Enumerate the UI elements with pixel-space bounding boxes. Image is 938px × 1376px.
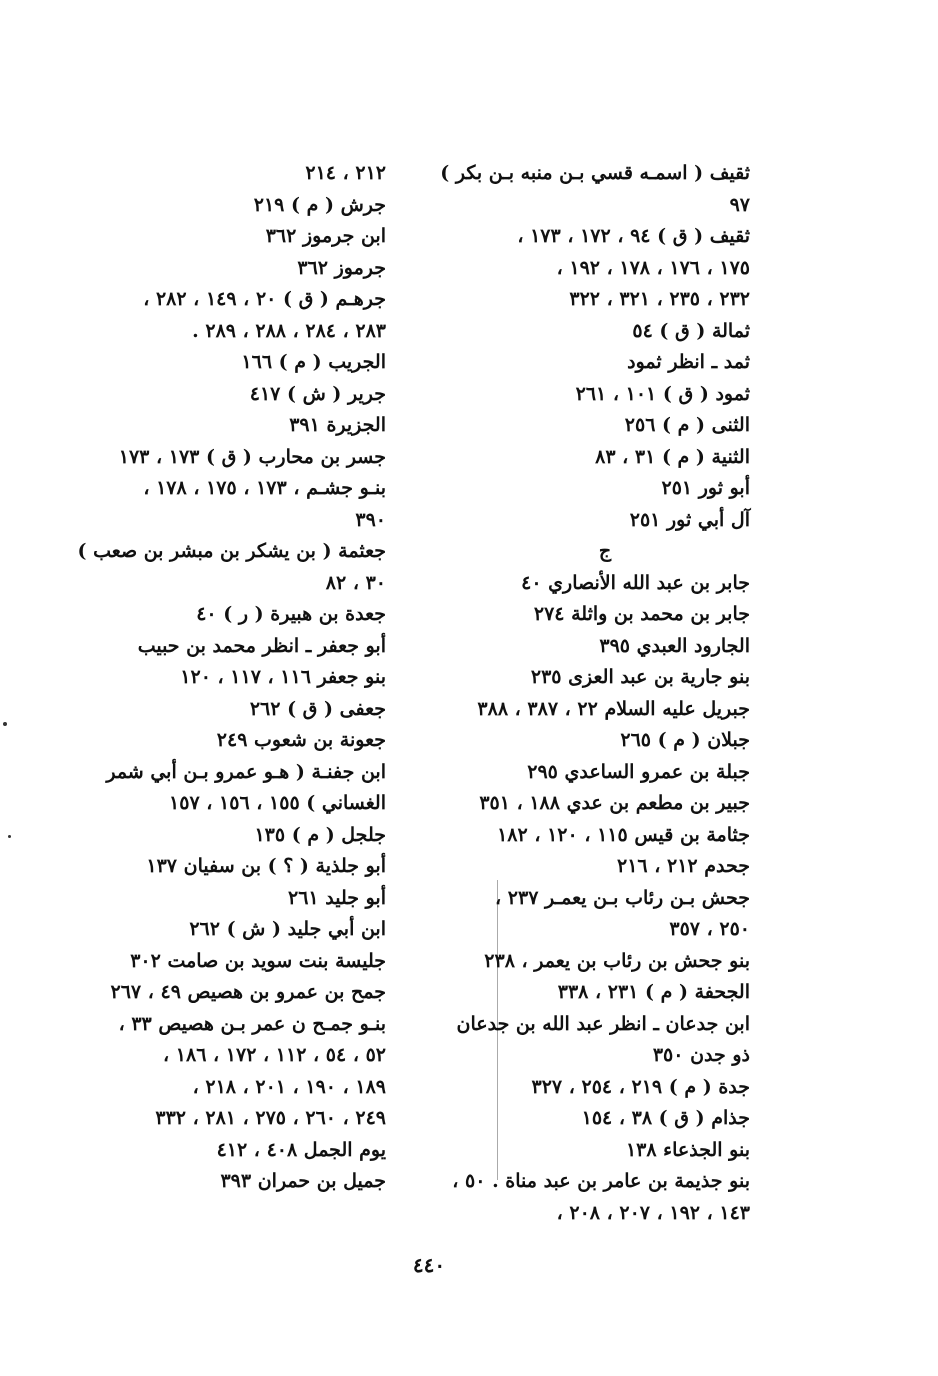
index-entry-line: يوم الجمل ٤٠٨ ، ٤١٢ <box>216 1138 386 1161</box>
index-entry-line: ثمالة ( ق ) ٥٤ <box>632 319 750 342</box>
index-entry-line: ٣٠ ، ٨٢ <box>325 571 386 594</box>
index-entry-line: جميل بن حمران ٣٩٣ <box>220 1170 386 1192</box>
index-entry-line: ثقيف ( ق ) ٩٤ ، ١٧٢ ، ١٧٣ ، <box>517 225 750 247</box>
index-entry-line: ثقيف ( اسمـه قسي بـن منبه بـن بكر ) <box>440 162 750 184</box>
index-entry-line: الجزيرة ٣٩١ <box>289 414 386 436</box>
index-entry-line: ٢١٢ ، ٢١٤ <box>305 162 386 184</box>
index-entry-line: ابن جرموز ٣٦٢ <box>265 225 386 247</box>
index-entry-line: ابن جفنـة ( هـو عمرو بـن أبي شمر <box>106 760 386 783</box>
index-entry-line: أبو جعفر ـ انظر محمد بن حبيب <box>137 634 386 657</box>
index-entry-line: أبو جلذية ( ؟ ) بن سفيان ١٣٧ <box>146 855 386 877</box>
index-entry-line: جحش بـن رئاب بـن يعمـر ٢٣٧ ، <box>495 886 750 909</box>
index-entry-line: جمح بن عمرو بن هصيص ٤٩ ، ٢٦٧ <box>110 981 386 1003</box>
index-entry-line: جرش ( م ) ٢١٩ <box>253 193 386 216</box>
index-entry-line: ٢٣٢ ، ٢٣٥ ، ٣٢١ ، ٣٢٢ <box>569 288 750 310</box>
index-entry-line: الثنى ( م ) ٢٥٦ <box>624 414 750 436</box>
scan-dot <box>8 835 11 838</box>
index-entry-line: الجارود العبدي ٣٩٥ <box>599 634 750 657</box>
index-entry-line: بنو جارية بن عبد العزى ٢٣٥ <box>530 666 750 688</box>
index-entry-line: جدة ( م ) ٢١٩ ، ٢٥٤ ، ٣٢٧ <box>531 1075 750 1098</box>
scan-dot <box>3 722 7 726</box>
index-entry-line: ثمود ( ق ) ١٠١ ، ٢٦١ <box>575 382 750 405</box>
index-entry-line: جلجل ( م ) ١٣٥ <box>254 823 386 846</box>
index-entry-line: جعفى ( ق ) ٢٦٢ <box>249 697 386 720</box>
index-entry-line: ٢٤٩ ، ٢٦٠ ، ٢٧٥ ، ٢٨١ ، ٣٣٢ <box>155 1107 386 1129</box>
index-column-right <box>440 158 750 1229</box>
index-entry-line: ٣٩٠ <box>355 508 386 531</box>
index-entry-line: الجحفة ( م ) ٢٣١ ، ٣٣٨ <box>557 981 750 1003</box>
index-entry-line: ٥٢ ، ٥٤ ، ١١٢ ، ١٧٢ ، ١٨٦ ، <box>163 1044 386 1066</box>
index-entry-line: جرير ( ش ) ٤١٧ <box>249 382 386 405</box>
index-entry-line: جبير بن مطعم بن عدي ١٨٨ ، ٣٥١ <box>479 792 750 814</box>
index-entry-line: الغساني ) ١٥٥ ، ١٥٦ ، ١٥٧ <box>169 792 386 814</box>
index-entry-line: جعدة بن هبيرة ( ر ) ٤٠ <box>196 603 386 625</box>
index-entry-line: الثنية ( م ) ٣١ ، ٨٣ <box>595 445 750 468</box>
index-entry-line: ٩٧ <box>729 193 750 216</box>
index-entry-line: بنو جحش بن رئاب بن يعمر ، ٢٣٨ <box>484 949 750 972</box>
section-letter-heading: ج <box>598 540 612 562</box>
index-entry-line: جعثمة ( بن يشكر بن مبشر بن صعب ) <box>77 540 386 562</box>
index-entry-line: بنو جذيمة بن عامر بن عبد مناة . ٥٠ ، <box>452 1170 750 1192</box>
index-entry-line: جبلة بن عمرو الساعدي ٢٩٥ <box>527 760 750 783</box>
index-entry-line: جحدم ٢١٢ ، ٢١٦ <box>617 855 750 877</box>
index-entry-line: جبلان ( م ) ٢٦٥ <box>620 729 750 751</box>
index-entry-line: ٢٨٣ ، ٢٨٤ ، ٢٨٨ ، ٢٨٩ . <box>192 319 386 342</box>
index-entry-line: بنو جعفر ١١٦ ، ١١٧ ، ١٢٠ <box>180 666 386 688</box>
index-entry-line: جرموز ٣٦٢ <box>297 256 386 279</box>
index-entry-line: أبو ثور ٢٥١ <box>661 477 750 499</box>
index-entry-line: جليسة بنت سويد بن صامت ٣٠٢ <box>130 949 386 972</box>
index-entry-line: جابر بن عبد الله الأنصاري ٤٠ <box>521 571 750 594</box>
index-entry-line: جرهـم ( ق ) ٢٠ ، ١٤٩ ، ٢٨٢ ، <box>143 288 386 310</box>
index-entry-line: جثامة بن قيس ١١٥ ، ١٢٠ ، ١٨٢ <box>497 823 750 846</box>
index-entry-line: ٢٥٠ ، ٣٥٧ <box>669 918 750 940</box>
index-entry-line: جذام ( ق ) ٣٨ ، ١٥٤ <box>581 1107 750 1129</box>
page-number: ٤٤٠ <box>412 1253 446 1277</box>
index-entry-line: الجريب ( م ) ١٦٦ <box>241 351 386 373</box>
index-entry-line: ١٨٩ ، ١٩٠ ، ٢٠١ ، ٢١٨ ، <box>192 1075 386 1098</box>
index-entry-line: بنو الجذعاء ١٣٨ <box>625 1138 750 1161</box>
index-entry-line: ابن جدعان ـ انظر عبد الله بن جدعان <box>456 1012 750 1035</box>
index-entry-line: بنـو جشـم ، ١٧٣ ، ١٧٥ ، ١٧٨ ، <box>143 477 386 499</box>
index-entry-line: جبريل عليه السلام ٢٢ ، ٣٨٧ ، ٣٨٨ <box>477 697 750 720</box>
index-entry-line: جسر بن محارب ( ق ) ١٧٣ ، ١٧٣ <box>118 445 386 468</box>
index-entry-line: جعونة بن شعوب ٢٤٩ <box>216 729 386 751</box>
index-column-left <box>77 158 386 1198</box>
index-entry-line: ١٧٥ ، ١٧٦ ، ١٧٨ ، ١٩٢ ، <box>556 256 750 279</box>
index-entry-line: أبو جليد ٢٦١ <box>288 886 386 909</box>
index-entry-line: ثمد ـ انظر ثمود <box>627 351 750 373</box>
index-entry-line: آل أبي ثور ٢٥١ <box>629 508 750 531</box>
index-entry-line: بنـو جمـح ن عمر بـن هصيص ٣٣ ، <box>118 1012 386 1035</box>
index-entry-line: ذو جدن ٣٥٠ <box>652 1044 750 1066</box>
index-entry-line: جابر بن محمد بن واثلة ٢٧٤ <box>533 603 750 625</box>
index-entry-line: ١٤٣ ، ١٩٢ ، ٢٠٧ ، ٢٠٨ ، <box>556 1201 750 1224</box>
index-entry-line: ابن أبي جليد ( ش ) ٢٦٢ <box>189 918 386 940</box>
